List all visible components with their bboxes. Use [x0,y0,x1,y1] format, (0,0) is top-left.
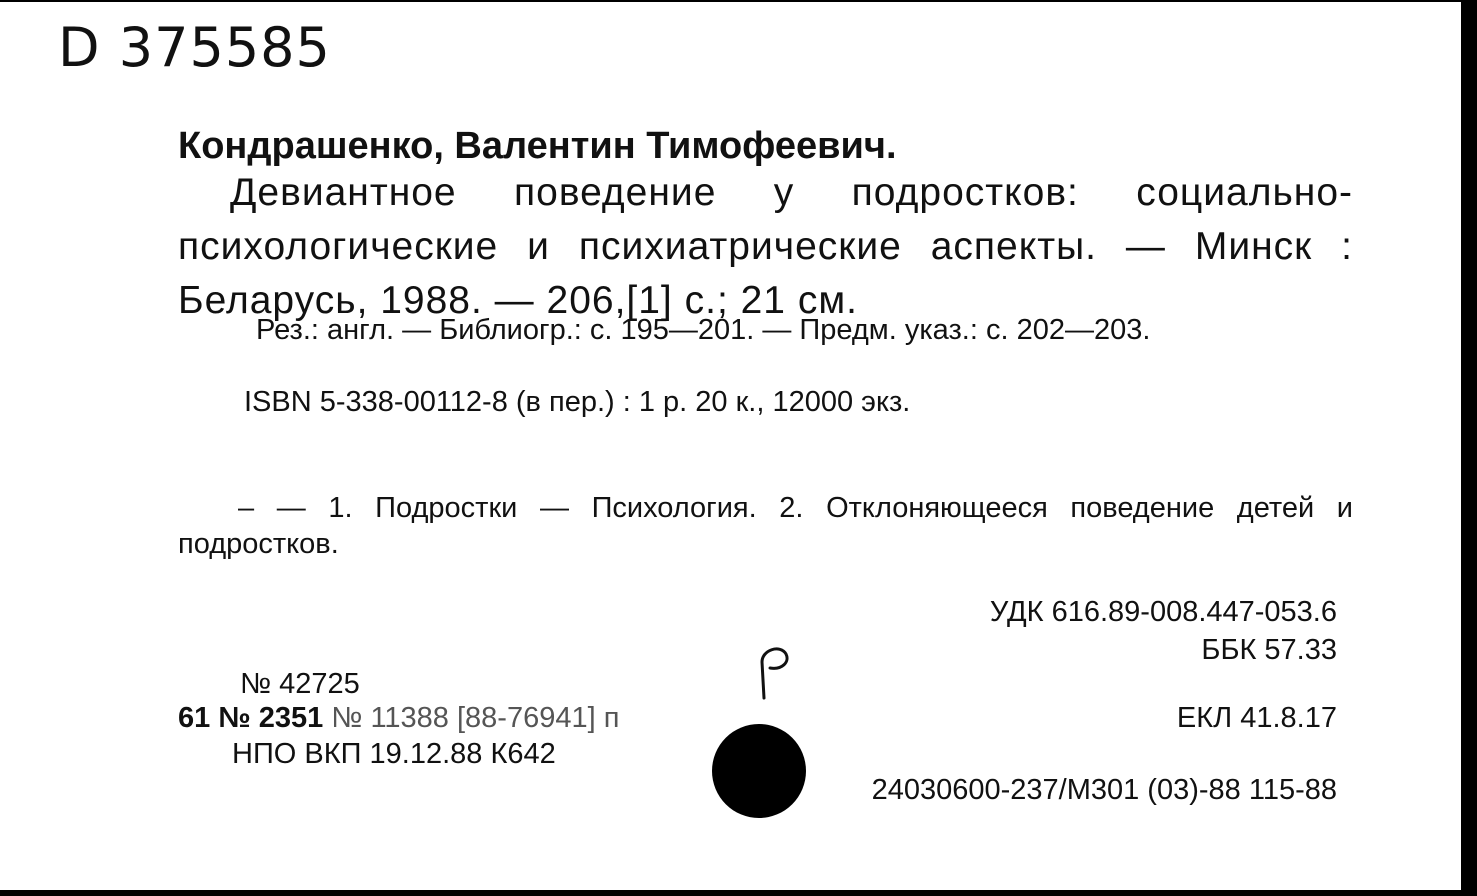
bibliographic-notes: Рез.: англ. — Библиогр.: с. 195—201. — Предм. указ.: с. 202—203. [256,314,1151,346]
title-imprint: Девиантное поведение у подростков: социально-психологические и психиатрические аспекты. — Минск : Беларусь, 1988. — 206,[1] с.; 21 см. [178,171,1353,322]
order-line-prefix: 61 № 2351 [178,702,324,734]
shelfmark: D 375585 [58,16,331,79]
udc-code: УДК 616.89-008.447-053.6 [989,596,1337,628]
isbn-line: ISBN 5-338-00112-8 (в пер.) : 1 р. 20 к., 12000 экз. [244,386,911,418]
inventory-number: № 42725 [240,668,360,700]
author-heading: Кондрашенко, Валентин Тимофеевич. [178,125,897,167]
print-line: НПО ВКП 19.12.88 К642 [232,738,556,770]
order-line [178,700,619,736]
bbk-code: ББК 57.33 [1201,634,1337,666]
punch-hole-icon [712,724,806,818]
order-line-rest: № 11388 [88-76941] п [331,702,620,734]
catalog-code: 24030600-237/М301 (03)-88 115-88 [871,774,1337,806]
subject-headings: – — 1. Подростки — Психология. 2. Отклоняющееся поведение детей и подростков. [178,492,1353,560]
handwritten-mark-icon [758,642,798,700]
ekl-code: ЕКЛ 41.8.17 [1176,702,1337,734]
